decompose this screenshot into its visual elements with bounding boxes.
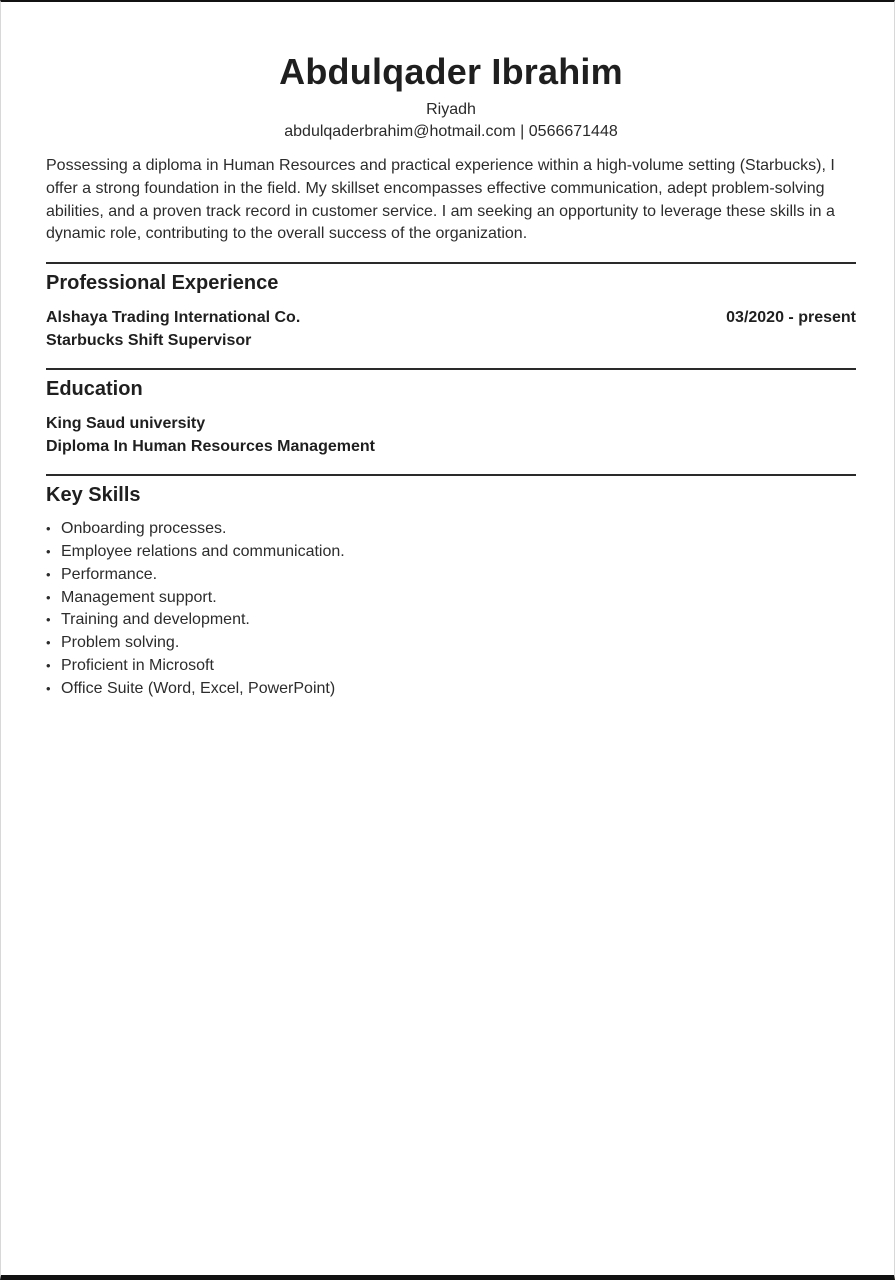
skill-text: Problem solving. — [61, 634, 180, 652]
candidate-name: Abdulqader Ibrahim — [279, 51, 623, 92]
skill-item — [46, 518, 856, 541]
skill-item — [46, 564, 856, 587]
section-experience — [46, 262, 856, 352]
skill-text: Performance. — [61, 565, 158, 583]
skill-text: Office Suite (Word, Excel, PowerPoint) — [61, 679, 336, 697]
skill-text: Employee relations and communication. — [61, 542, 345, 560]
skills-list — [46, 518, 856, 700]
skill-item — [46, 541, 856, 564]
skill-text: Training and development. — [61, 611, 250, 629]
professional-summary: Possessing a diploma in Human Resources and practical experience within a high-volume setting (Starbucks), I offer a strong foundation in the field. My skillset encompasses effective communication, adept problem-solving abilities, and a proven track record in customer service. I am seeking an opportunity to leverage these skills in a dynamic role, contributing to the overall success of the organization. — [46, 157, 835, 243]
section-education — [46, 368, 856, 458]
education-school: King Saud university — [46, 415, 206, 433]
bullet-icon: • — [46, 680, 51, 696]
skill-text: Onboarding processes. — [61, 520, 227, 538]
skill-text: Management support. — [61, 588, 217, 606]
section-skills — [46, 474, 856, 700]
bullet-icon: • — [46, 521, 51, 537]
experience-dates: 03/2020 - present — [726, 309, 856, 327]
experience-company: Alshaya Trading International Co. — [46, 309, 301, 327]
bullet-icon: • — [46, 589, 51, 605]
bullet-icon: • — [46, 657, 51, 673]
resume-content — [46, 50, 856, 701]
skill-item — [46, 678, 856, 701]
bullet-icon: • — [46, 635, 51, 651]
skill-item — [46, 655, 856, 678]
candidate-contact: abdulqaderbrahim@hotmail.com | 0566671448 — [284, 123, 618, 140]
bullet-icon: • — [46, 566, 51, 582]
section-title-education: Education — [46, 378, 143, 401]
candidate-location: Riyadh — [426, 101, 476, 118]
experience-role: Starbucks Shift Supervisor — [46, 332, 252, 350]
experience-entry — [46, 306, 856, 352]
bullet-icon: • — [46, 543, 51, 559]
section-title-experience: Professional Experience — [46, 272, 279, 295]
skill-text: Proficient in Microsoft — [61, 656, 214, 674]
skill-item — [46, 632, 856, 655]
skill-item — [46, 609, 856, 632]
education-degree: Diploma In Human Resources Management — [46, 438, 375, 456]
skill-item — [46, 587, 856, 610]
section-title-skills: Key Skills — [46, 484, 141, 507]
bullet-icon: • — [46, 612, 51, 628]
experience-entry-header — [46, 306, 856, 329]
education-entry — [46, 412, 856, 458]
